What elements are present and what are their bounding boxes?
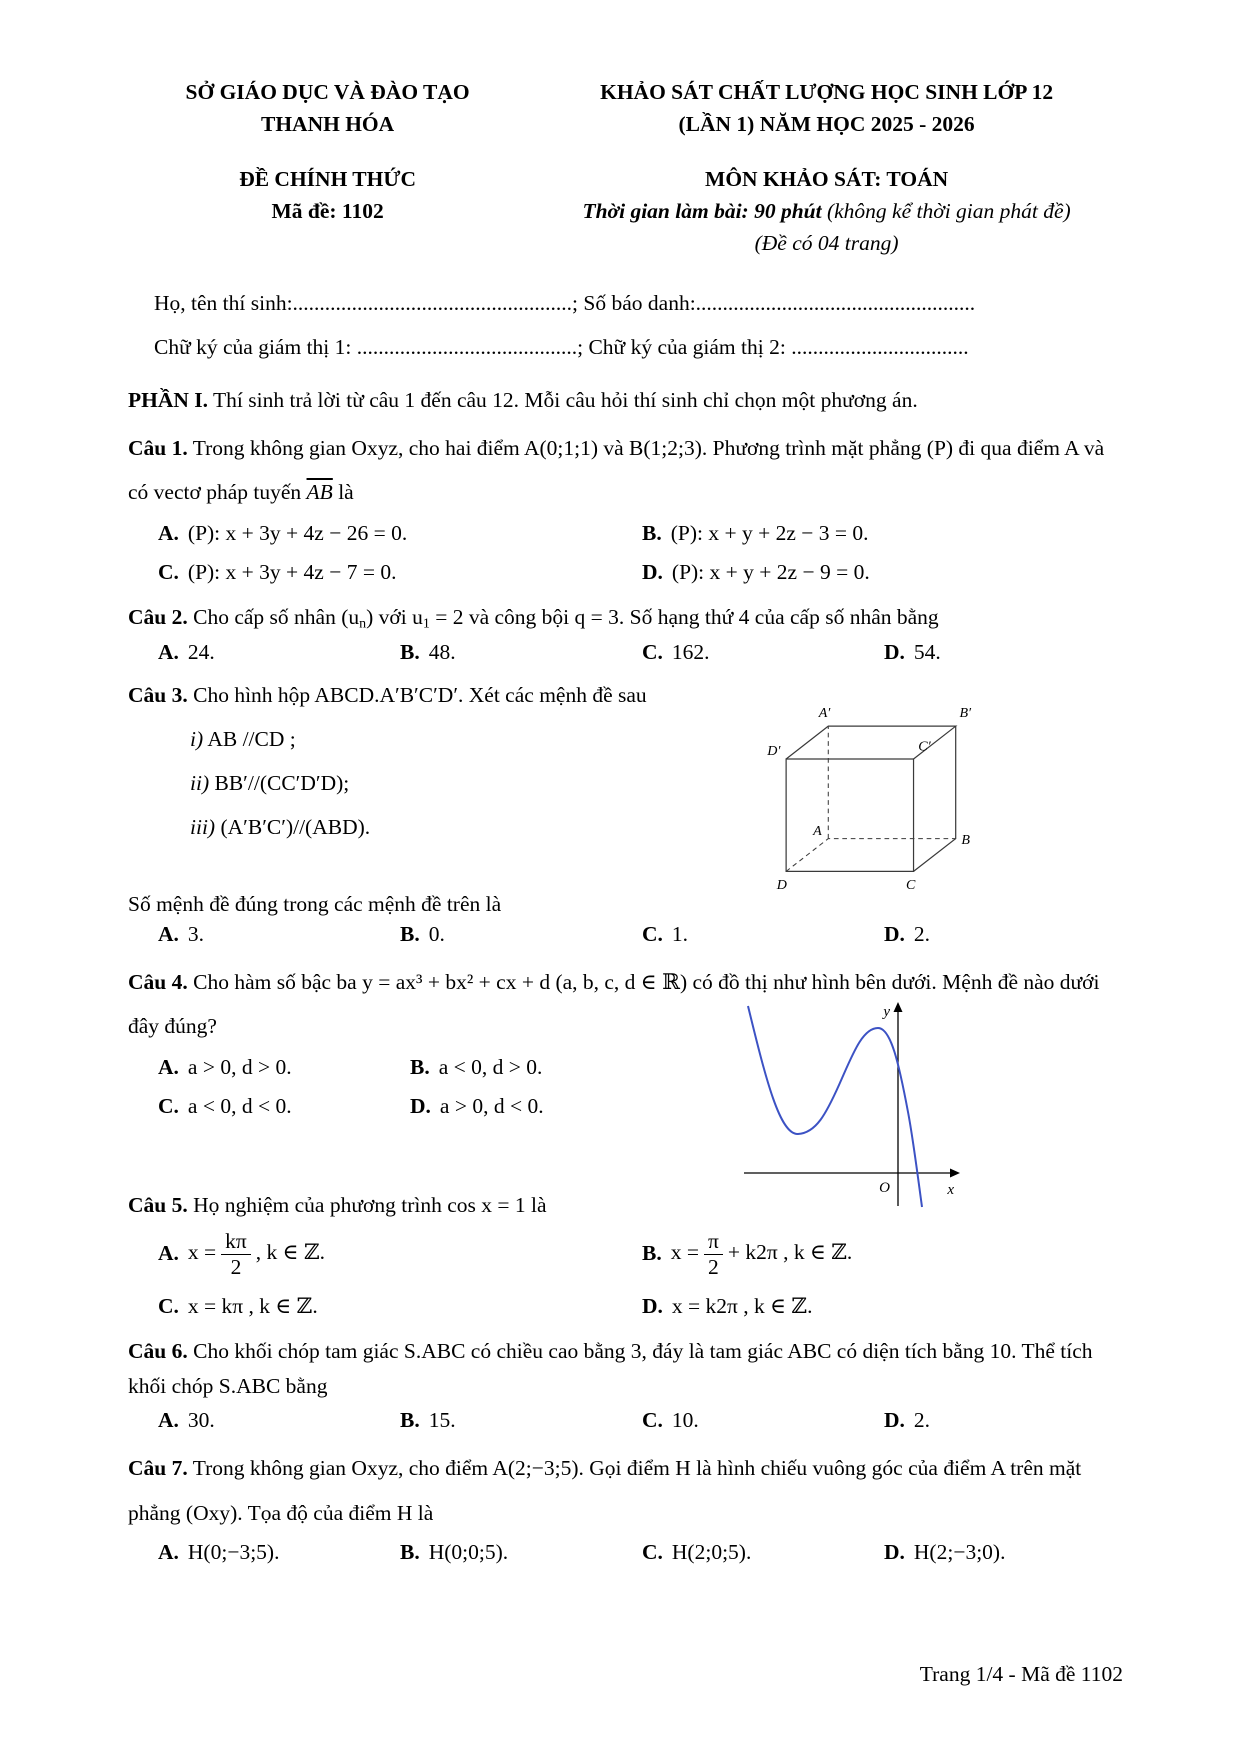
option-letter: C. [158, 1093, 179, 1118]
question-2-text [128, 600, 1126, 635]
option-2-a [158, 635, 400, 670]
option-5-d [642, 1287, 1126, 1326]
exam-type: ĐỀ CHÍNH THỨC [239, 166, 416, 191]
option-1-d [642, 553, 1126, 592]
option-text: a < 0, d > 0. [438, 1054, 543, 1079]
option-7-a [158, 1535, 400, 1570]
question-1-label: Câu 1. [128, 435, 188, 460]
option-5-c [158, 1287, 642, 1326]
header [128, 76, 1126, 141]
question-5-label: Câu 5. [128, 1192, 188, 1217]
option-text: a < 0, d < 0. [187, 1093, 292, 1118]
question-2-body3: = 2 và công bội q = 3. Số hạng thứ 4 của cấp số nhân bằng [435, 604, 939, 629]
pages-note: (Đề có 04 trang) [754, 231, 899, 255]
fraction-denominator: 2 [230, 1255, 242, 1280]
question-7-options [128, 1535, 1126, 1570]
question-5 [128, 1188, 1126, 1326]
option-letter: C. [642, 639, 663, 664]
question-3-statements [128, 713, 756, 849]
option-2-b [400, 635, 642, 670]
vector-ab-symbol: $\overline{AB}$ [306, 479, 333, 504]
question-1 [128, 426, 1126, 592]
option-pre: x = [187, 1240, 217, 1265]
duration-text: Thời gian làm bài: 90 phút [582, 198, 822, 223]
option-letter: A. [158, 1539, 179, 1564]
option-letter: C. [642, 1408, 663, 1433]
option-3-d [884, 917, 1126, 952]
question-2-body2: ) với u [366, 604, 423, 629]
question-7-body: Trong không gian Oxyz, cho điểm A(2;−3;5). Gọi điểm H là hình chiếu vuông góc của điểm A trên mặt phẳng (Oxy). Tọa độ của điểm H là [128, 1456, 1082, 1525]
option-text: 10. [671, 1408, 699, 1433]
option-text: 2. [913, 1408, 931, 1433]
fraction-numerator: π [704, 1229, 723, 1255]
option-post: + k2π , k ∈ ℤ. [727, 1240, 853, 1265]
header-left [128, 76, 527, 141]
question-5-options [128, 1222, 1126, 1325]
vertex-label-b: B [961, 831, 970, 848]
vertex-label-c-prime: C′ [918, 738, 931, 755]
duration-line [527, 195, 1126, 227]
question-6-body: Cho khối chóp tam giác S.ABC có chiều cao bằng 3, đáy là tam giác ABC có diện tích bằng 10. Thể tích khối chóp S.ABC bằng [128, 1338, 1093, 1398]
option-text: a > 0, d > 0. [187, 1054, 292, 1079]
question-5-text [128, 1188, 1126, 1223]
option-letter: B. [400, 1408, 420, 1433]
option-text: H(2;−3;0). [913, 1539, 1006, 1564]
statement-i [190, 717, 756, 761]
statement-text: BB′//(CC′D′D); [214, 770, 350, 795]
option-text: 48. [428, 639, 456, 664]
question-3-body: Cho hình hộp ABCD.A′B′C′D′. Xét các mệnh đề sau [193, 682, 647, 707]
question-4-label: Câu 4. [128, 969, 188, 994]
fraction [221, 1229, 251, 1279]
option-text: (P): x + 3y + 4z − 26 = 0. [187, 520, 408, 545]
option-1-b [642, 514, 1126, 553]
option-letter: B. [400, 1539, 420, 1564]
origin-label: O [879, 1179, 890, 1196]
statement-marker: iii) [190, 814, 216, 839]
option-6-a [158, 1403, 400, 1438]
question-3-label: Câu 3. [128, 682, 188, 707]
option-text: 162. [671, 639, 710, 664]
option-text: x = kπ , k ∈ ℤ. [187, 1293, 318, 1318]
question-6 [128, 1334, 1126, 1439]
option-2-d [884, 635, 1126, 670]
option-1-a [158, 514, 642, 553]
option-7-b [400, 1535, 642, 1570]
fraction-denominator: 2 [708, 1255, 719, 1280]
option-1-c [158, 553, 642, 592]
option-text: 54. [913, 639, 941, 664]
option-text: 30. [187, 1408, 215, 1433]
exam-title-line1: KHẢO SÁT CHẤT LƯỢNG HỌC SINH LỚP 12 [600, 80, 1054, 104]
department-name-line1: SỞ GIÁO DỤC VÀ ĐÀO TẠO [185, 80, 470, 104]
option-letter: A. [158, 921, 179, 946]
question-7 [128, 1446, 1126, 1569]
option-letter: A. [158, 639, 179, 664]
question-1-text [128, 426, 1126, 514]
exam-code: Mã đề: 1102 [271, 198, 384, 223]
option-4-c [158, 1087, 410, 1126]
question-6-options [128, 1403, 1126, 1438]
option-text: 0. [428, 921, 445, 946]
question-6-text [128, 1334, 1126, 1404]
option-6-b [400, 1403, 642, 1438]
option-letter: B. [400, 921, 420, 946]
option-4-d [410, 1087, 662, 1126]
option-4-a [158, 1048, 410, 1087]
option-letter: B. [642, 520, 662, 545]
question-3-options [128, 917, 1126, 952]
option-text: 1. [671, 921, 689, 946]
option-text: 2. [913, 921, 931, 946]
x-axis-label: x [947, 1181, 954, 1198]
question-2-label: Câu 2. [128, 604, 188, 629]
exam-title-line2: (LẦN 1) NĂM HỌC 2025 - 2026 [678, 112, 975, 137]
subscript-n: n [359, 616, 367, 632]
question-6-label: Câu 6. [128, 1338, 188, 1363]
option-2-c [642, 635, 884, 670]
question-5-body: Họ nghiệm của phương trình cos x = 1 là [193, 1192, 547, 1217]
option-text: 24. [187, 639, 215, 664]
proctor-signature-line: Chữ ký của giám thị 1: .........................................; Chữ ký của giám thị 2: ................................. [154, 335, 969, 360]
y-axis-label: y [883, 1003, 890, 1020]
statement-marker: i) [190, 726, 204, 751]
option-letter: C. [158, 1293, 179, 1318]
option-letter: B. [642, 1240, 662, 1265]
option-letter: D. [410, 1093, 431, 1118]
option-text: H(2;0;5). [671, 1539, 752, 1564]
header-row2 [128, 163, 1126, 260]
statement-ii [190, 761, 756, 805]
option-letter: D. [884, 1539, 905, 1564]
option-4-b [410, 1048, 662, 1087]
question-2 [128, 600, 1126, 670]
option-letter: D. [884, 921, 905, 946]
option-letter: B. [410, 1054, 430, 1079]
option-3-b [400, 917, 642, 952]
statement-text: (A′B′C′)//(ABD). [220, 814, 371, 839]
header-left-row2 [128, 163, 527, 260]
fraction [704, 1229, 723, 1279]
vertex-label-b-prime: B′ [959, 704, 972, 721]
question-4-body: Cho hàm số bậc ba y = ax³ + bx² + cx + d (a, b, c, d ∈ ℝ) có đồ thị như hình bên dưới. Mệnh đề nào dưới đây đúng? [128, 969, 1100, 1038]
header-right-row2 [527, 163, 1126, 260]
question-3-content [128, 704, 1126, 892]
option-text: (P): x + y + 2z − 3 = 0. [670, 520, 869, 545]
question-4-text [128, 960, 1126, 1048]
duration-note: (không kể thời gian phát đề) [826, 198, 1071, 223]
part1-instruction [128, 383, 1126, 417]
vertex-label-d: D [776, 876, 787, 892]
question-4 [128, 960, 1126, 1198]
question-2-options [128, 635, 1126, 670]
statement-iii [190, 805, 756, 849]
option-3-c [642, 917, 884, 952]
part1-label: PHẦN I. [128, 388, 209, 413]
option-letter: A. [158, 520, 179, 545]
option-letter: D. [884, 639, 905, 664]
option-7-d [884, 1535, 1126, 1570]
statement-marker: ii) [190, 770, 210, 795]
option-letter: D. [642, 1293, 663, 1318]
option-letter: D. [642, 559, 663, 584]
subscript-1: 1 [422, 616, 430, 632]
option-letter: C. [642, 1539, 663, 1564]
option-5-b [642, 1222, 1126, 1286]
vertex-label-d-prime: D′ [767, 742, 781, 759]
option-6-d [884, 1403, 1126, 1438]
question-3-closing: Số mệnh đề đúng trong các mệnh đề trên là [128, 891, 502, 916]
option-text: H(0;0;5). [428, 1539, 509, 1564]
option-3-a [158, 917, 400, 952]
vertex-label-c: C [906, 876, 916, 892]
option-letter: A. [158, 1408, 179, 1433]
question-2-body: Cho cấp số nhân (u [193, 604, 360, 629]
question-1-options [128, 514, 1126, 592]
question-3 [128, 678, 1126, 952]
part1-text: Thí sinh trả lời từ câu 1 đến câu 12. Mỗi câu hỏi thí sinh chỉ chọn một phương án. [213, 388, 918, 413]
option-text: H(0;−3;5). [187, 1539, 280, 1564]
subject-line: MÔN KHẢO SÁT: TOÁN [705, 166, 949, 191]
option-7-c [642, 1535, 884, 1570]
option-letter: C. [642, 921, 663, 946]
candidate-block [128, 281, 1126, 369]
option-5-a [158, 1222, 642, 1286]
question-7-text [128, 1446, 1126, 1534]
option-text: (P): x + y + 2z − 9 = 0. [671, 559, 870, 584]
option-6-c [642, 1403, 884, 1438]
option-letter: B. [400, 639, 420, 664]
option-text: a > 0, d < 0. [439, 1093, 544, 1118]
option-pre: x = [670, 1240, 699, 1265]
option-post: , k ∈ ℤ. [255, 1240, 326, 1265]
statement-text: AB //CD ; [207, 726, 296, 751]
option-letter: C. [158, 559, 179, 584]
question-1-body-end: là [338, 479, 354, 504]
option-letter: D. [884, 1408, 905, 1433]
question-7-label: Câu 7. [128, 1456, 188, 1481]
vertex-label-a-prime: A′ [818, 704, 831, 721]
question-1-body: Trong không gian Oxyz, cho hai điểm A(0;1;1) và B(1;2;3). Phương trình mặt phẳng (P) đi qua điểm A và có vectơ pháp tuyến [128, 435, 1105, 504]
candidate-name-line: Họ, tên thí sinh:....................................................; Số báo danh:.................................................... [154, 291, 976, 316]
parallelepiped-figure [756, 699, 998, 892]
option-text: x = k2π , k ∈ ℤ. [671, 1293, 813, 1318]
option-letter: A. [158, 1240, 179, 1265]
option-letter: A. [158, 1054, 179, 1079]
header-right [527, 76, 1126, 141]
department-name-line2: THANH HÓA [260, 112, 395, 137]
option-text: 15. [428, 1408, 456, 1433]
option-text: (P): x + 3y + 4z − 7 = 0. [187, 559, 397, 584]
vertex-label-a: A [813, 822, 822, 839]
page-footer: Trang 1/4 - Mã đề 1102 [919, 1662, 1123, 1686]
fraction-numerator: kπ [221, 1229, 251, 1255]
option-text: 3. [187, 921, 205, 946]
question-4-options [128, 1048, 1126, 1126]
